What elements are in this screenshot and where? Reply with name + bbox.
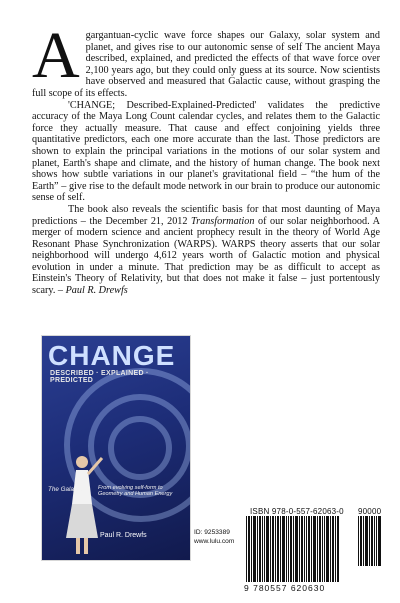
paragraph-1: gargantuan-cyclic wave force shapes our Galaxy, solar system and planet, and gives rise to our autonomic sense of self The ancient Maya described, explained, and predicted the effects of that wave force over 2,100 years ago, but they could only guess at its source. Now scientists have observed and measured that Galactic cause, without grasping the full scope of its effects. <box>32 30 380 99</box>
paragraph-3-part-b: of our solar neighborhood. A merger of modern science and ancient prophecy result in the theory of World Age Resonant Phase Synchronization (WARPS). WARPS theory asserts that our solar neighborhood will undergo 4,612 years worth of Galactic motion and physical evolution in under a minute. That prediction may be as difficult to accept as Einstein's Theory of Relativity, but that does not make it false – just portentously scary. – <box>32 215 380 297</box>
cover-label-left: The Galactic <box>48 486 84 493</box>
dropcap-letter: A <box>32 19 80 92</box>
book-cover-thumbnail <box>42 336 190 560</box>
paragraph-3-part-a: The book also reveals the scientific basis for that most daunting of Maya predictions – the December 21, 2012 <box>32 203 380 227</box>
cover-subtitle: DESCRIBED · EXPLAINED · PREDICTED <box>50 370 149 384</box>
paragraph-3-italic: Transformation <box>191 215 255 227</box>
cover-author: Paul R. Drewfs <box>100 532 147 539</box>
signature: Paul R. Drewfs <box>65 285 128 297</box>
cover-title: CHANGE <box>48 340 176 371</box>
isbn-text: ISBN 978-0-557-62063-0 <box>250 507 344 516</box>
spiral-ring-icon <box>108 416 172 480</box>
barcode-number: 9 780557 620630 <box>244 583 326 593</box>
woman-figure-icon <box>58 452 106 556</box>
publisher-info <box>194 528 238 560</box>
price-code: 90000 <box>358 507 382 516</box>
synopsis-text <box>32 19 380 297</box>
paragraph-3 <box>32 204 380 297</box>
back-cover-page <box>26 19 382 593</box>
barcode-icon <box>246 516 354 582</box>
paragraph-2: 'CHANGE; Described-Explained-Predicted' validates the predictive accuracy of the Maya Long Count calendar cycles, and relates them to the Galactic force they actually measure. That cause and effect conjoining yields three quantitative predictors, each one more accurate than the last. Those predictors are shown to explain the principal variations in the motions of our solar system and planet, Earth's shape and climate, and the history of human change. The book next shows how subtle variations in our planet's gravitational field – “the hum of the Earth” – give rise to the default mode network in our brain to produce our autonomic sense of self. <box>32 99 380 204</box>
cover-label-right: From evolving self-form to Geometry and Human Energy <box>98 485 173 498</box>
publisher-id: ID: 9253389 <box>194 529 230 536</box>
publisher-url: www.lulu.com <box>194 538 235 545</box>
barcode-block <box>240 507 388 603</box>
price-barcode-icon <box>358 516 394 566</box>
